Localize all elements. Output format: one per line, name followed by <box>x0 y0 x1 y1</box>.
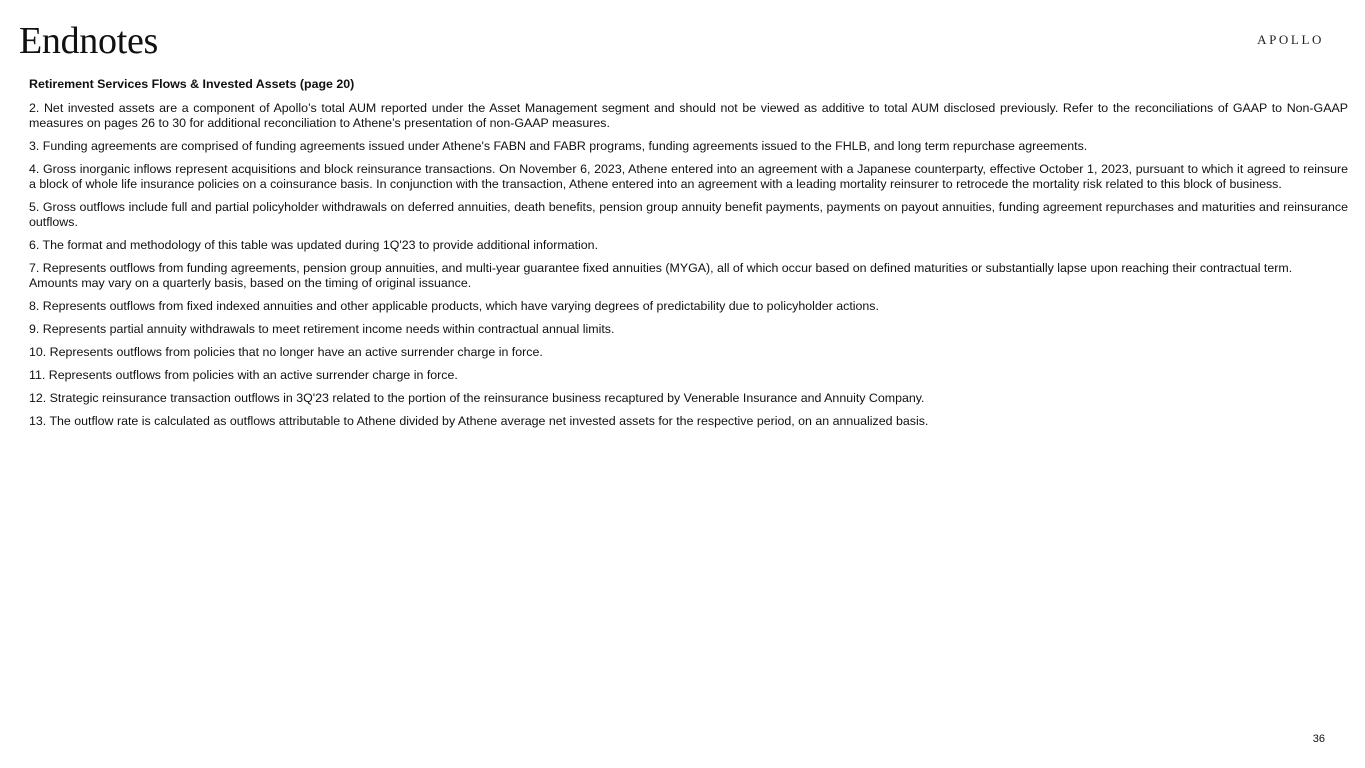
endnote-12: 12. Strategic reinsurance transaction outflows in 3Q'23 related to the portion of the reinsurance business recaptured by Venerable Insurance and Annuity Company. <box>29 391 925 405</box>
apollo-logo: APOLLO <box>1257 32 1324 47</box>
endnote-13: 13. The outflow rate is calculated as outflows attributable to Athene divided by Athene average net invested assets for the respective period, on an annualized basis. <box>29 414 929 428</box>
endnote-7: 7. Represents outflows from funding agreements, pension group annuities, and multi-year guarantee fixed annuities (MYGA), all of which occur based on defined maturities or substantially lapse upon reaching their contractual term. Amounts may vary on a quarterly basis, based on the timing of original issuance. <box>29 261 1293 290</box>
endnote-10: 10. Represents outflows from policies that no longer have an active surrender charge in force. <box>29 345 543 359</box>
section-heading: Retirement Services Flows & Invested Assets (page 20) <box>29 77 355 91</box>
endnote-2: 2. Net invested assets are a component of Apollo’s total AUM reported under the Asset Management segment and should not be viewed as additive to total AUM disclosed previously. Refer to the reconciliations of GAAP to Non-GAAP measures on pages 26 to 30 for additional reconciliation to Athene’s presentation of non-GAAP measures. <box>29 101 1348 130</box>
endnote-3: 3. Funding agreements are comprised of funding agreements issued under Athene's FABN and FABR programs, funding agreements issued to the FHLB, and long term repurchase agreements. <box>29 139 1088 153</box>
page-title: Endnotes <box>19 20 159 62</box>
endnote-5: 5. Gross outflows include full and partial policyholder withdrawals on deferred annuities, death benefits, pension group annuity benefit payments, payments on payout annuities, funding agreement repurchases and maturities and reinsurance outflows. <box>29 200 1348 229</box>
endnote-9: 9. Represents partial annuity withdrawals to meet retirement income needs within contractual annual limits. <box>29 322 615 336</box>
endnote-11: 11. Represents outflows from policies with an active surrender charge in force. <box>29 368 458 382</box>
page-number: 36 <box>1312 733 1325 745</box>
endnote-6: 6. The format and methodology of this table was updated during 1Q'23 to provide additional information. <box>29 238 599 252</box>
endnote-4: 4. Gross inorganic inflows represent acquisitions and block reinsurance transactions. On November 6, 2023, Athene entered into an agreement with a Japanese counterparty, effective October 1, 2023, pursuant to which it agreed to reinsure a block of whole life insurance policies on a coinsurance basis. In conjunction with the transaction, Athene entered into an agreement with a leading mortality reinsurer to retrocede the mortality risk related to this block of business. <box>29 162 1348 191</box>
endnote-8: 8. Represents outflows from fixed indexed annuities and other applicable products, which have varying degrees of predictability due to policyholder actions. <box>29 299 879 313</box>
endnotes-content <box>29 77 1348 437</box>
